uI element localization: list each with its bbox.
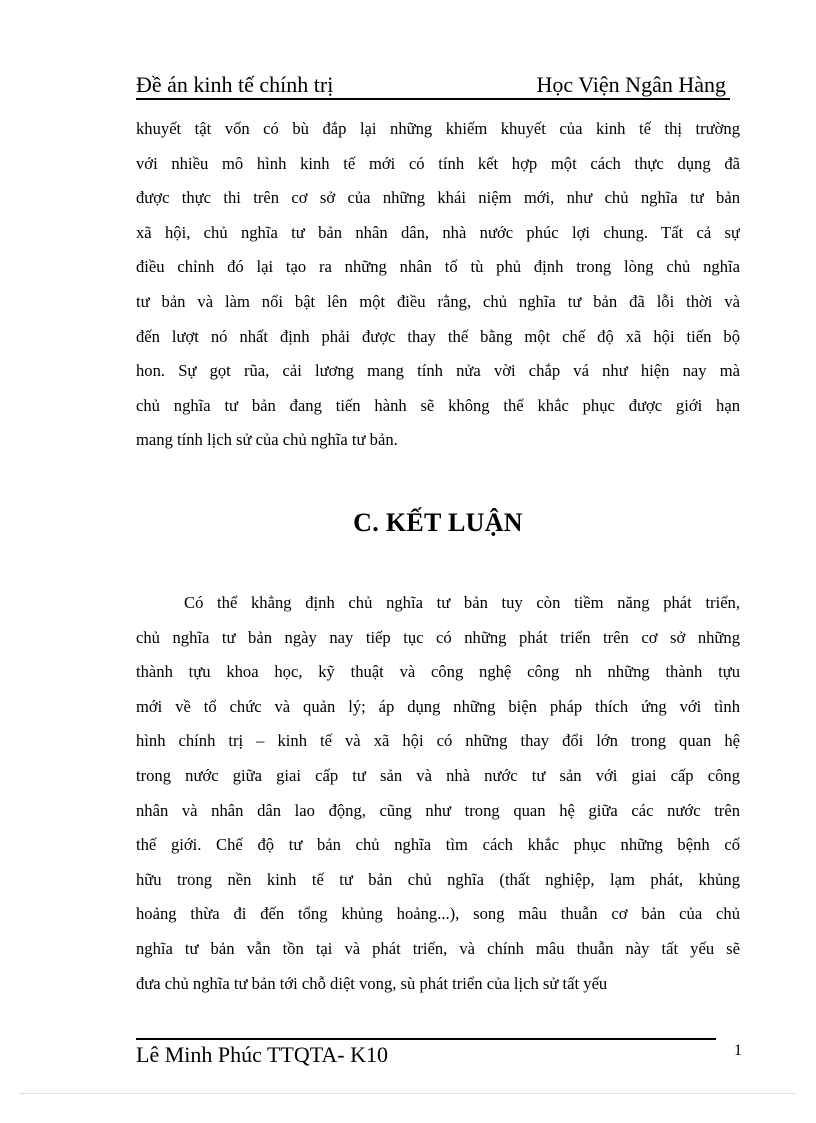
text-line: chủ nghĩa tư bản ngày nay tiếp tục có những phát triển trên cơ sở những <box>136 627 740 647</box>
footer-divider <box>136 1038 716 1040</box>
text-line: đưa chủ nghĩa tư bản tới chỗ diệt vong, sù phát triển của lịch sử tất yếu <box>136 973 608 993</box>
text-line: điều chỉnh đó lại tạo ra những nhân tố tù phủ định trong lòng chủ nghĩa <box>136 257 740 277</box>
text-line: thế giới. Chế độ tư bản chủ nghĩa tìm cách khắc phục những bệnh cố <box>136 835 740 855</box>
text-line: đến lượt nó nhất định phải được thay thế bằng một chế độ xã hội tiến bộ <box>136 326 740 346</box>
text-line: hình chính trị – kinh tế và xã hội có những thay đổi lớn trong quan hệ <box>136 731 740 751</box>
text-line: với nhiều mô hình kinh tế mới có tính kết hợp một cách thực dụng đã <box>136 153 740 173</box>
text-line: được thực thi trên cơ sở của những khái niệm mới, như chủ nghĩa tư bản <box>136 188 740 208</box>
text-line: hữu trong nền kinh tế tư bản chủ nghĩa (thất nghiệp, lạm phát, khủng <box>136 869 740 889</box>
text-line: khuyết tật vốn có bù đắp lại những khiếm khuyết của kinh tế thị trường <box>136 119 740 138</box>
text-line: hon. Sự gọt rũa, cải lương mang tính nửa vời chắp vá như hiện nay mà <box>136 361 740 381</box>
text-line: thành tựu khoa học, kỹ thuật và công nghệ công nh những thành tựu <box>136 662 740 682</box>
text-line: trong nước giữa giai cấp tư sản và nhà nước tư sản với giai cấp công <box>136 765 740 785</box>
page-header <box>136 70 730 100</box>
page-number: 1 <box>734 1042 742 1059</box>
text-line: hoảng thừa đi đến tổng khủng hoảng...), song mâu thuẫn cơ bản của chủ <box>136 904 740 924</box>
paragraph-conclusion <box>136 586 740 1001</box>
text-line: Có thể khẳng định chủ nghĩa tư bản tuy còn tiềm năng phát triển, <box>184 593 740 612</box>
section-heading: C. KẾT LUẬN <box>353 508 523 537</box>
text-line: tư bản và làm nổi bật lên một điều rằng, chủ nghĩa tư bản đã lỗi thời và <box>136 291 740 311</box>
text-line: mang tính lịch sử của chủ nghĩa tư bản. <box>136 430 398 450</box>
header-document-title: Đề án kinh tế chính trị <box>136 72 334 97</box>
paragraph-continued <box>136 112 740 458</box>
text-line: nhân và nhân dân lao động, cũng như trong quan hệ giữa các nước trên <box>136 800 740 820</box>
page-bottom-dotted-line <box>20 1093 796 1094</box>
header-institution: Học Viện Ngân Hàng <box>536 72 726 97</box>
text-line: nghĩa tư bản vẫn tồn tại và phát triển, và chính mâu thuẫn này tất yếu sẽ <box>136 938 740 958</box>
text-line: mới về tổ chức và quản lý; áp dụng những biện pháp thích ứng với tình <box>136 696 740 716</box>
text-line: chủ nghĩa tư bản đang tiến hành sẽ không thể khắc phục được giới hạn <box>136 395 740 415</box>
footer-author: Lê Minh Phúc TTQTA- K10 <box>136 1042 389 1067</box>
text-line: xã hội, chủ nghĩa tư bản nhân dân, nhà nước phúc lợi chung. Tất cả sự <box>136 222 740 242</box>
